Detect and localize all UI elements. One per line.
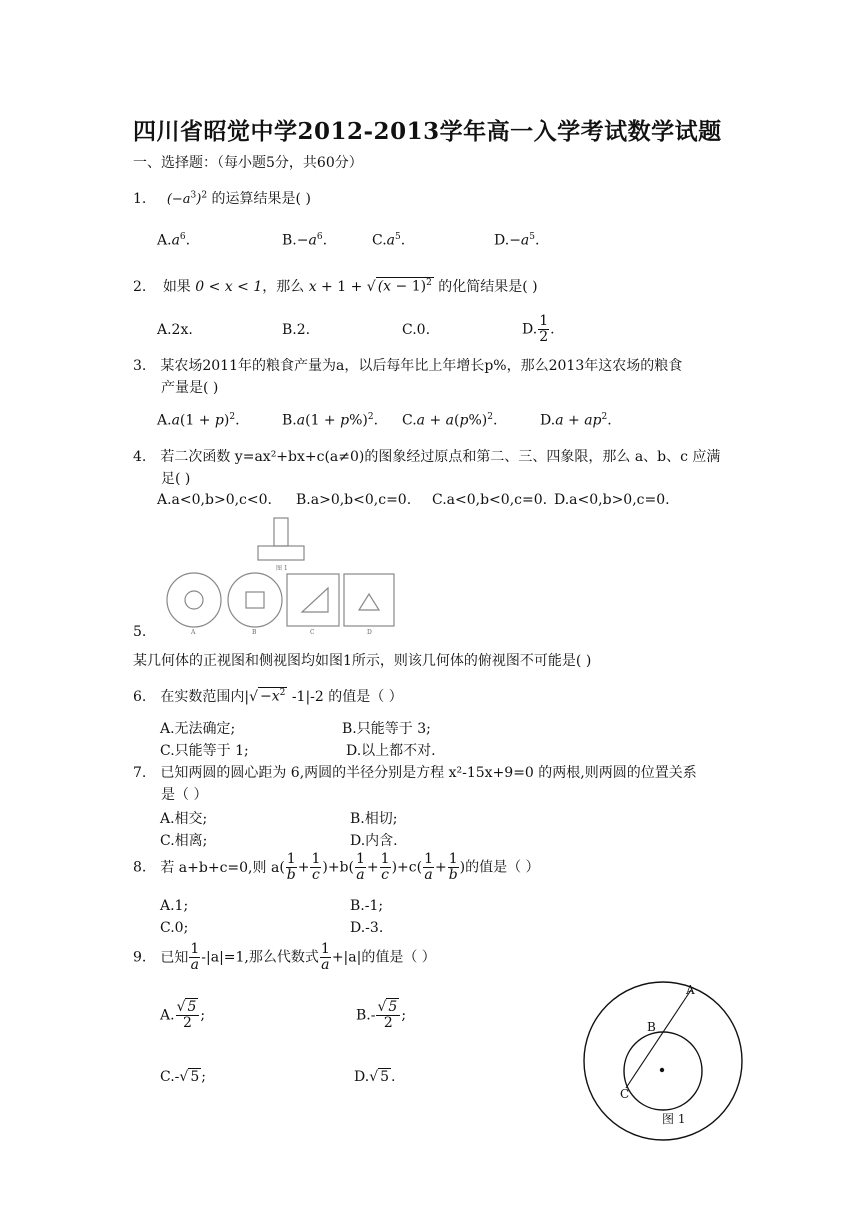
question-1: 1. $(-a^3)^2$ 的运算结果是( ) [133,190,311,207]
option-b: $B.a(1 + p\%)^2$. [282,412,379,429]
option-a: $A.a(1 + p)^2$. [157,412,240,429]
svg-text:B: B [252,629,257,636]
option-b: B.a>0,b<0,c=0. [296,492,412,508]
chord-ac [626,990,691,1088]
section-heading: 一、选择题：（每小题5分，共60分） [133,155,363,171]
figure-1-circles [580,978,748,1146]
option-d: D.a<0,b>0,c=0. [554,492,670,508]
option-c: C.0; [160,920,189,936]
option-d: D.以上都不对. [346,743,436,759]
question-stem: 的运算结果是( ) [211,191,311,207]
front-view-base [258,546,304,560]
question-3: 3. 某农场2011年的粮食产量为a，以后每年比上年增长p%，那么2013年这农场的粮食 [133,358,683,374]
question-4: 4. 若二次函数 y=ax²+bx+c(a≠0)的图象经过原点和第二、三、四象限，那么 a、b、c 应满 [133,449,721,465]
option-b: $B.-a^6$. [282,232,328,249]
option-c: C.a<0,b<0,c=0. [432,492,548,508]
option-b: B.相切; [350,811,398,827]
option-b: B.只能等于 3; [342,721,431,737]
question-7: 7. 已知两圆的圆心距为 6,两圆的半径分别是方程 x²-15x+9=0 的两根,则两圆的位置关系 [133,765,697,781]
question-9: 9. 已知 $\frac{1}{a}$ -|a|=1,那么代数式 $\frac{1}{a}$ +|a|的值是（ ） [133,941,436,973]
option-c-square [287,574,339,626]
question-5-number: 5. [133,624,147,640]
option-d: $D.-a^5$. [494,232,540,249]
option-d: D.-3. [350,920,384,936]
option-d-square [344,574,394,626]
option-d: $D.a + ap^2$. [540,412,612,429]
point-a-label: A [686,983,695,997]
option-a: $A.a^6$. [157,232,191,249]
option-c: C.0. [402,322,431,338]
question-5: 某几何体的正视图和侧视图均如图1所示，则该几何体的俯视图不可能是( ) [133,653,592,669]
option-a: A.1; [160,898,189,914]
page-title: 四川省昭觉中学2012-2013学年高一入学考试数学试题 [133,118,722,145]
option-a: A.a<0,b>0,c<0. [157,492,272,508]
option-b: B.2. [282,322,311,338]
option-a: A. $\frac{√ 5}{2}$ ; [160,999,206,1031]
question-3-line2: 产量是( ) [161,380,219,396]
front-view-top [274,518,288,546]
option-c: $C.a + a(p\%)^2$. [402,412,498,429]
option-c: C.相离; [160,833,208,849]
question-number: 1. [133,191,147,207]
svg-text:D: D [367,629,372,636]
q5-figure [160,514,400,638]
option-a: A.无法确定; [160,721,236,737]
question-8: 8. 若 a+b+c=0,则 a( $\frac{1}{b}$ + $\frac{1}{c}$ )+b( $\frac{1}{a}$ + $\frac{1}{c}$ )+c( $\frac{1}{a}$ + $\frac{1}{b}$ )的值是（ ） [133,851,540,883]
center-point [660,1068,664,1072]
option-d: D.内含. [350,833,398,849]
option-a: A.相交; [160,811,208,827]
option-b: B.- $\frac{√ 5}{2}$ ; [356,999,407,1031]
option-a-outer-circle [167,573,221,627]
question-7-line2: 是（ ） [161,787,208,803]
point-c-label: C [620,1087,630,1101]
svg-text:C: C [310,629,315,636]
figure-caption: 图 1 [662,1112,686,1126]
option-d: D.√ 5 . [354,1069,396,1085]
point-b-label: B [647,1020,656,1034]
option-c: $C.a^5$. [372,232,406,249]
option-a: A.2x. [157,322,193,338]
option-c: C.-√ 5 ; [160,1069,206,1085]
question-6: 6. 在实数范围内|√ $-x^2$ -1|-2 的值是（ ） [133,688,403,705]
option-b-outer-circle [228,573,282,627]
option-c: C.只能等于 1; [160,743,249,759]
fig-caption: 图 1 [276,565,288,572]
question-4-line2: 足( ) [161,471,191,487]
option-d: D. $\frac{1}{2}$ . [522,313,555,345]
option-b: B.-1; [350,898,384,914]
svg-text:A: A [191,629,196,636]
question-2: 2. 如果 0 < x < 1，那么 x + 1 + √ $(x - 1)^2$ 的化简结果是( ) [133,278,538,295]
